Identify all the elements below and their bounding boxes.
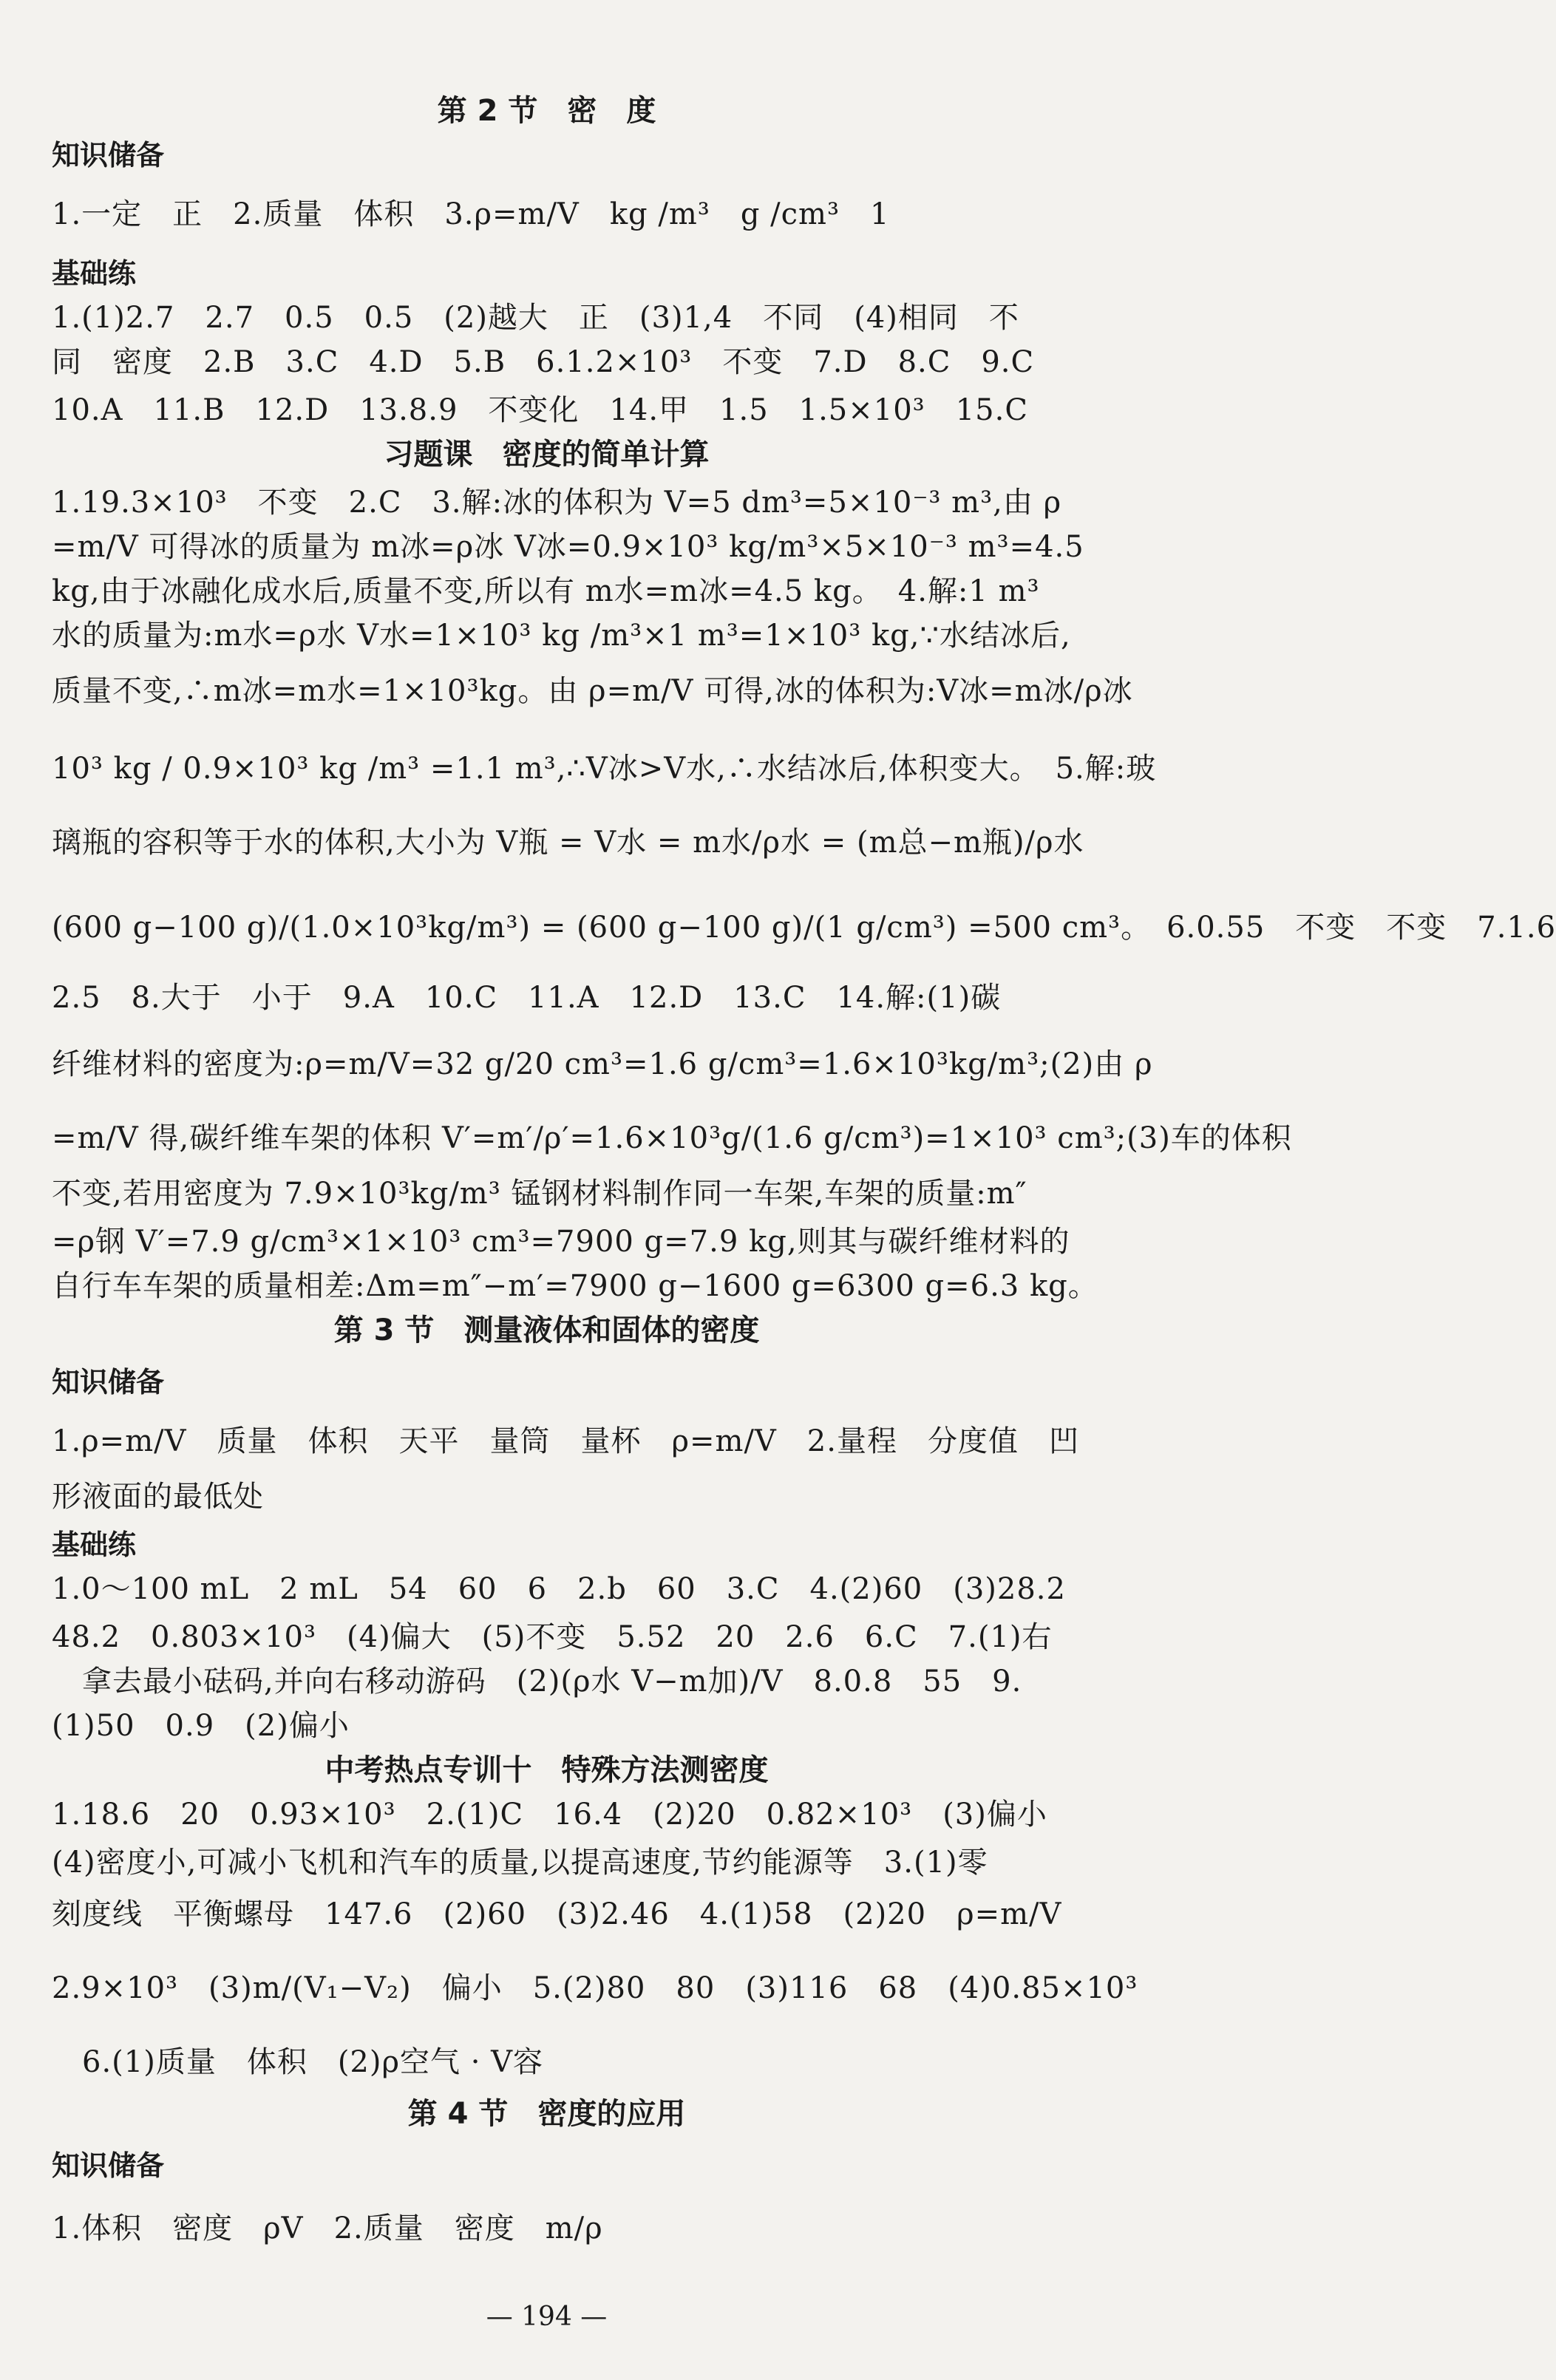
subheading: 知识储备 <box>52 139 165 171</box>
answer-line: 璃瓶的容积等于水的体积,大小为 V瓶 = V水 = m水/ρ水 = (m总−m瓶)/ρ水 <box>52 826 1084 860</box>
subheading: 知识储备 <box>52 2149 165 2182</box>
section-heading: 第 4 节 密度的应用 <box>407 2097 686 2131</box>
page-number: — 194 — <box>486 2302 608 2332</box>
answer-line: =m/V 得,碳纤维车架的体积 V′=m′/ρ′=1.6×10³g/(1.6 g/cm³)=1×10³ cm³;(3)车的体积 <box>52 1121 1292 1155</box>
answer-line: 1.19.3×10³ 不变 2.C 3.解:冰的体积为 V=5 dm³=5×10⁻³ m³,由 ρ <box>52 486 1062 520</box>
answer-line: 1.0～100 mL 2 mL 54 60 6 2.b 60 3.C 4.(2)60 (3)28.2 <box>52 1572 1066 1606</box>
answer-line: 纤维材料的密度为:ρ=m/V=32 g/20 cm³=1.6 g/cm³=1.6×10³kg/m³;(2)由 ρ <box>52 1047 1153 1081</box>
answer-line: 10³ kg / 0.9×10³ kg /m³ =1.1 m³,∴V冰>V水,∴水结冰后,体积变大。 5.解:玻 <box>52 752 1157 786</box>
answer-line: =m/V 可得冰的质量为 m冰=ρ冰 V冰=0.9×10³ kg/m³×5×10⁻³ m³=4.5 <box>52 530 1084 564</box>
answer-line: 2.5 8.大于 小于 9.A 10.C 11.A 12.D 13.C 14.解:(1)碳 <box>52 981 1002 1015</box>
answer-line: 2.9×10³ (3)m/(V₁−V₂) 偏小 5.(2)80 80 (3)116 68 (4)0.85×10³ <box>52 1971 1138 2005</box>
answer-line: (4)密度小,可减小飞机和汽车的质量,以提高速度,节约能源等 3.(1)零 <box>52 1846 988 1880</box>
answer-line: 不变,若用密度为 7.9×10³kg/m³ 锰钢材料制作同一车架,车架的质量:m″ <box>52 1177 1027 1211</box>
answer-line: 拿去最小砝码,并向右移动游码 (2)(ρ水 V−m加)/V 8.0.8 55 9. <box>52 1665 1022 1699</box>
answer-line: (600 g−100 g)/(1.0×10³kg/m³) = (600 g−100 g)/(1 g/cm³) =500 cm³。 6.0.55 不变 不变 7.1.6 <box>52 911 1556 945</box>
answer-line: 1.ρ=m/V 质量 体积 天平 量筒 量杯 ρ=m/V 2.量程 分度值 凹 <box>52 1424 1079 1458</box>
answer-line: 10.A 11.B 12.D 13.8.9 不变化 14.甲 1.5 1.5×10³ 15.C <box>52 393 1028 427</box>
answer-line: 1.(1)2.7 2.7 0.5 0.5 (2)越大 正 (3)1,4 不同 (4)相同 不 <box>52 301 1019 335</box>
answer-line: 刻度线 平衡螺母 147.6 (2)60 (3)2.46 4.(1)58 (2)20 ρ=m/V <box>52 1897 1062 1931</box>
answer-line: 6.(1)质量 体积 (2)ρ空气 · V容 <box>52 2045 544 2079</box>
section-heading: 第 3 节 测量液体和固体的密度 <box>333 1313 760 1347</box>
answer-line: 1.18.6 20 0.93×10³ 2.(1)C 16.4 (2)20 0.82×10³ (3)偏小 <box>52 1798 1047 1832</box>
answer-line: =ρ钢 V′=7.9 g/cm³×1×10³ cm³=7900 g=7.9 kg,则其与碳纤维材料的 <box>52 1225 1070 1259</box>
section-heading: 第 2 节 密 度 <box>437 94 656 128</box>
subheading: 知识储备 <box>52 1366 165 1398</box>
answer-line: 质量不变,∴m冰=m水=1×10³kg。由 ρ=m/V 可得,冰的体积为:V冰=m冰/ρ冰 <box>52 674 1133 708</box>
answer-line: 1.一定 正 2.质量 体积 3.ρ=m/V kg /m³ g /cm³ 1 <box>52 197 890 231</box>
answer-line: kg,由于冰融化成水后,质量不变,所以有 m水=m冰=4.5 kg。 4.解:1 m³ <box>52 574 1040 608</box>
subheading: 基础练 <box>52 257 137 290</box>
answer-line: 自行车车架的质量相差:Δm=m″−m′=7900 g−1600 g=6300 g=6.3 kg。 <box>52 1269 1098 1303</box>
section-heading: 中考热点专训十 特殊方法测密度 <box>325 1753 769 1787</box>
answer-line: (1)50 0.9 (2)偏小 <box>52 1709 350 1743</box>
answer-line: 形液面的最低处 <box>52 1480 264 1514</box>
answer-line: 水的质量为:m水=ρ水 V水=1×10³ kg /m³×1 m³=1×10³ kg,∵水结冰后, <box>52 619 1071 653</box>
subheading: 基础练 <box>52 1529 137 1561</box>
section-heading: 习题课 密度的简单计算 <box>384 438 710 472</box>
answer-line: 同 密度 2.B 3.C 4.D 5.B 6.1.2×10³ 不变 7.D 8.C 9.C <box>52 345 1035 379</box>
answer-line: 48.2 0.803×10³ (4)偏大 (5)不变 5.52 20 2.6 6.C 7.(1)右 <box>52 1620 1053 1654</box>
answer-line: 1.体积 密度 ρV 2.质量 密度 m/ρ <box>52 2211 603 2245</box>
